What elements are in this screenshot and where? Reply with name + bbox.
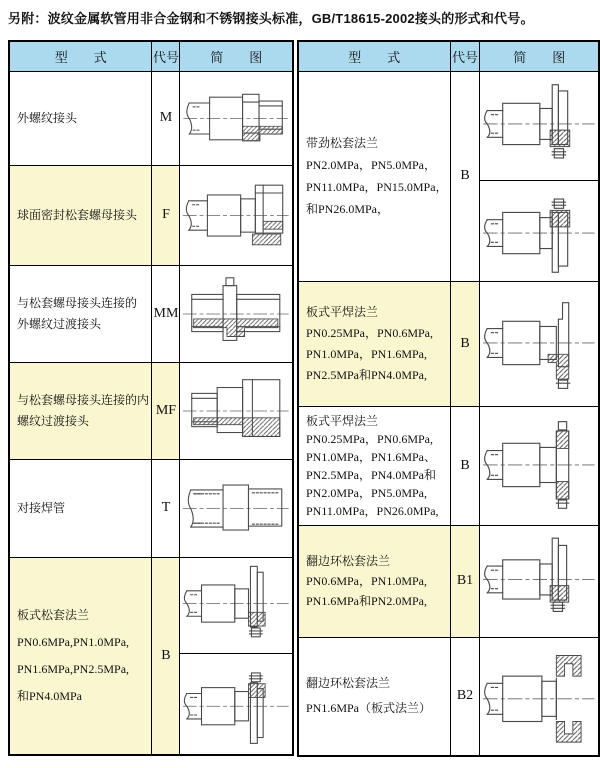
type-text-line: PN0.25MPa，PN0.6MPa,	[305, 325, 434, 340]
column-header-type: 型 式	[9, 41, 152, 71]
type-cell	[9, 165, 152, 265]
code-cell: F	[152, 165, 180, 265]
diagram-cell	[180, 265, 293, 362]
type-text-line: PN0.6MPa，PN1.0MPa,	[305, 574, 428, 588]
type-text-line: PN1.6MPa和PN2.0MPa,	[305, 594, 428, 608]
diagram-cell	[180, 71, 293, 165]
table-row	[9, 71, 293, 165]
table-row	[9, 265, 293, 362]
column-header-code: 代号	[152, 41, 180, 71]
type-text-line: PN1.6MPa,PN2.5MPa,	[17, 661, 130, 676]
type-text-line: PN2.0MPa，PN5.0MPa,	[305, 485, 428, 500]
type-text-line: 板式松套法兰	[17, 607, 90, 622]
diagram-lapped-flange-b2	[480, 638, 598, 756]
code-cell: MF	[152, 362, 180, 459]
diagram-butt-weld-pipe	[180, 460, 292, 557]
diagram-neck-loose-flange-b	[480, 181, 598, 281]
type-text-line: 螺纹过渡接头	[17, 413, 90, 428]
diagram-male-thread-fitting	[180, 72, 292, 165]
fitting-tables	[8, 40, 600, 757]
fittings-table-right	[297, 40, 600, 757]
table-row	[298, 71, 599, 180]
type-cell	[9, 459, 152, 557]
type-text-line: PN1.0MPa，PN1.6MPa、	[305, 449, 437, 464]
type-text-line: PN2.5MPa，PN4.0MPa和	[305, 467, 437, 482]
diagram-plate-loose-flange-b	[180, 654, 292, 755]
type-text-line: 翻边环松套法兰	[305, 676, 390, 691]
table-row	[9, 557, 293, 653]
diagram-cell	[180, 362, 293, 459]
type-text-line: 外螺纹接头	[17, 110, 78, 125]
type-cell	[9, 362, 152, 459]
type-text-line: PN11.0MPa，PN26.0MPa,	[305, 503, 439, 518]
type-text-line: PN1.0MPa，PN1.6MPa,	[305, 346, 428, 361]
diagram-cell	[480, 180, 599, 281]
code-cell: T	[152, 459, 180, 557]
code-cell: M	[152, 71, 180, 165]
column-header-code: 代号	[450, 41, 480, 71]
type-text-line: 板式平焊法兰	[305, 413, 378, 428]
type-text-line: 带劲松套法兰	[305, 136, 378, 150]
type-cell	[9, 557, 152, 755]
column-header-diagram: 简 图	[180, 41, 293, 71]
code-cell: B1	[450, 525, 480, 637]
type-text-line: 对接焊管	[17, 500, 66, 515]
type-text-line: 翻边环松套法兰	[305, 554, 390, 568]
diagram-plate-loose-flange-a	[180, 558, 292, 653]
type-cell	[9, 265, 152, 362]
diagram-cell	[180, 459, 293, 557]
diagram-male-female-adapter	[180, 363, 292, 459]
code-cell: MM	[152, 265, 180, 362]
diagram-cell	[480, 525, 599, 637]
header-row	[298, 41, 599, 71]
table-row	[298, 525, 599, 637]
type-text-line: PN2.0MPa，PN5.0MPa，	[305, 158, 437, 172]
table-row	[298, 281, 599, 406]
note-text: 另附：波纹金属软管用非合金钢和不锈钢接头标准，GB/T18615-2002接头的形式和代号。	[8, 11, 534, 26]
diagram-cell	[180, 165, 293, 265]
table-row	[9, 459, 293, 557]
header-row	[9, 41, 293, 71]
table-row	[298, 406, 599, 525]
type-text-line: PN1.6MPa（板式法兰）	[305, 701, 431, 716]
diagram-cell	[480, 71, 599, 180]
diagram-cell	[180, 653, 293, 755]
code-cell: B2	[450, 637, 480, 756]
diagram-plate-weld-flange-a	[480, 282, 598, 406]
type-text-line: PN0.25MPa，PN0.6MPa,	[305, 431, 434, 446]
type-text-line: 球面密封松套螺母接头	[17, 207, 138, 222]
type-text-line: 与松套螺母接头连接的内	[17, 392, 150, 407]
type-cell	[298, 71, 450, 281]
diagram-cell	[480, 406, 599, 525]
type-text-line: 和PN26.0MPa，	[305, 202, 389, 216]
type-text-line: 与松套螺母接头连接的	[17, 295, 138, 310]
table-row	[9, 165, 293, 265]
diagram-loose-nut-fitting	[180, 166, 292, 265]
table-row	[298, 637, 599, 756]
diagram-male-male-adapter	[180, 266, 292, 362]
code-cell: B	[450, 71, 480, 281]
type-cell	[298, 637, 450, 756]
diagram-plate-weld-flange-b	[480, 407, 598, 525]
diagram-lapped-flange-b1	[480, 526, 598, 637]
diagram-cell	[480, 281, 599, 406]
code-cell: B	[450, 281, 480, 406]
type-text-line: PN11.0MPa，PN15.0MPa，	[305, 180, 448, 194]
type-text-line: 和PN4.0MPa	[17, 688, 83, 703]
type-text-line: 板式平焊法兰	[305, 304, 378, 319]
diagram-neck-loose-flange-a	[480, 72, 598, 180]
type-cell	[298, 406, 450, 525]
code-cell: B	[152, 557, 180, 755]
type-cell	[298, 525, 450, 637]
table-row	[9, 362, 293, 459]
diagram-cell	[480, 637, 599, 756]
type-text-line: PN0.6MPa,PN1.0MPa,	[17, 634, 130, 649]
column-header-type: 型 式	[298, 41, 450, 71]
type-cell	[298, 281, 450, 406]
type-text-line: PN2.5MPa和PN4.0MPa,	[305, 367, 428, 382]
type-cell	[9, 71, 152, 165]
type-text-line: 外螺纹过渡接头	[17, 316, 102, 331]
code-cell: B	[450, 406, 480, 525]
fittings-table-left	[8, 40, 294, 756]
diagram-cell	[180, 557, 293, 653]
column-header-diagram: 简 图	[480, 41, 599, 71]
